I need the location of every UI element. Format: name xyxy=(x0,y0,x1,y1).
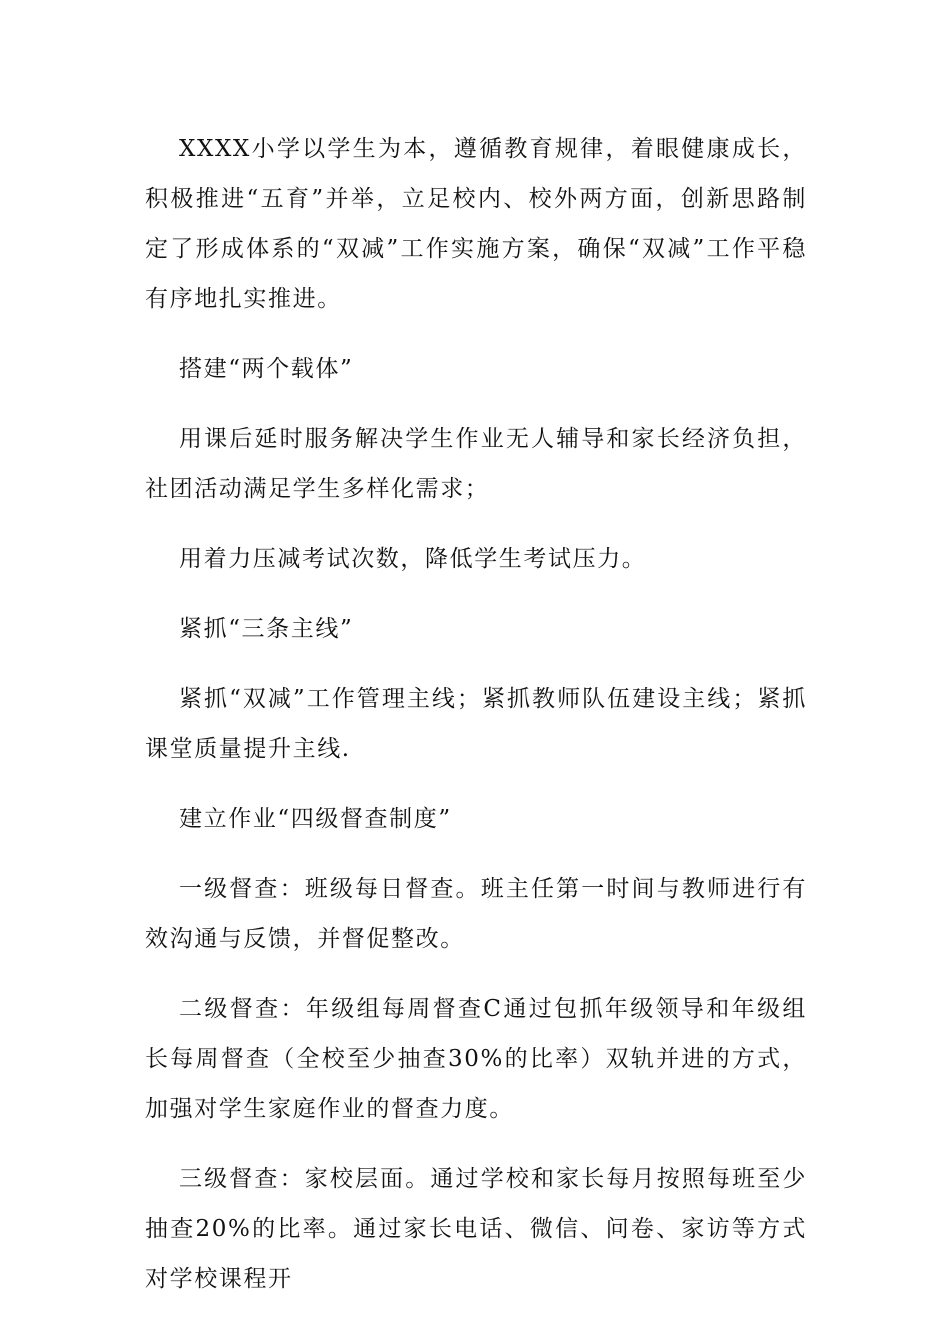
section-heading-two-carriers: 搭建“两个载体” xyxy=(179,356,354,382)
paragraph-level-one-supervision: 一级督查：班级每日督查。班主任第一时间与教师进行有效沟通与反馈，并督促整改。 xyxy=(145,876,807,952)
intro-paragraph: XXXX小学以学生为本，遵循教育规律，着眼健康成长，积极推进“五育”并举，立足校内、校外两方面，创新思路制定了形成体系的“双减”工作实施方案，确保“双减”工作平稳有序地扎实推进。 xyxy=(145,136,807,312)
section-heading-three-main-lines: 紧抓“三条主线” xyxy=(179,616,354,642)
paragraph-main-lines: 紧抓“双减”工作管理主线；紧抓教师队伍建设主线；紧抓课堂质量提升主线. xyxy=(145,686,807,762)
paragraph-level-two-supervision: 二级督查：年级组每周督查C通过包抓年级领导和年级组长每周督查（全校至少抽查30%的比率）双轨并进的方式，加强对学生家庭作业的督查力度。 xyxy=(145,996,807,1122)
document-body xyxy=(145,124,807,1324)
paragraph-reduce-exams: 用着力压减考试次数，降低学生考试压力。 xyxy=(179,546,647,572)
section-heading-four-level-supervision: 建立作业“四级督查制度” xyxy=(179,806,452,832)
paragraph-after-school-service: 用课后延时服务解决学生作业无人辅导和家长经济负担，社团活动满足学生多样化需求； xyxy=(145,426,807,502)
paragraph-level-three-supervision: 三级督查：家校层面。通过学校和家长每月按照每班至少抽查20%的比率。通过家长电话、微信、问卷、家访等方式对学校课程开 xyxy=(145,1166,807,1292)
